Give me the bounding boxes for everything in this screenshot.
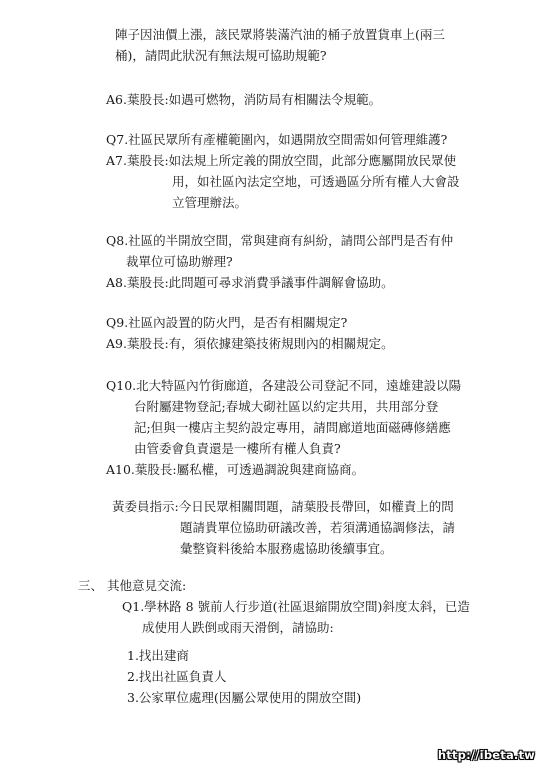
answer-prefix: A7.葉股長:: [106, 153, 169, 168]
answer-prefix: A10.葉股長:: [106, 462, 177, 477]
site-watermark: http://ibeta.tw: [437, 748, 535, 762]
instruction-text: 今日民眾相關問題，請葉股長帶回，如權責上的問: [178, 499, 454, 514]
instruction-text: 彙整資料後給本服務處協助後續事宜。: [180, 541, 393, 556]
question-1-cont: [142, 617, 334, 638]
answer-prefix: A6.葉股長:: [106, 92, 169, 107]
answer-prefix: A8.葉股長:: [106, 275, 169, 290]
question-text: Q9.社區內設置的防火門，是否有相關規定?: [106, 315, 348, 330]
action-list: [127, 645, 361, 708]
answer-text: 此問題可尋求消費爭議事件調解會協助。: [168, 275, 394, 290]
question-8: [106, 230, 453, 251]
question-1: [122, 596, 470, 617]
question-text: 由管委會負責還是一樓所有權人負責?: [134, 441, 341, 456]
committee-instruction: [112, 496, 454, 517]
answer-6: [106, 89, 381, 110]
section-title: 三、 其他意見交流:: [78, 578, 187, 593]
answer-text: 如遇可燃物，消防局有相關法令規範。: [168, 92, 382, 107]
question-text: 記;但與一樓店主契約設定專用，請問廊道地面磁磚修繕應: [134, 420, 451, 435]
answer-text: 屬私權，可透過調說與建商協商。: [176, 462, 365, 477]
question-text: Q10.北大特區內竹街廊道，各建設公司登記不同，遠雄建設以陽: [106, 378, 462, 393]
answer-text: 如法規上所定義的開放空間，此部分應屬開放民眾使: [168, 153, 457, 168]
answer-10: [106, 459, 364, 480]
instruction-prefix: 黃委員指示:: [112, 499, 179, 514]
question-text: 裁單位可協助辦理?: [126, 254, 233, 269]
answer-text: 立管理辦法。: [172, 195, 248, 210]
question-10-cont: [134, 396, 451, 459]
answer-7: [106, 150, 456, 171]
answer-8: [106, 272, 394, 293]
section-heading: [78, 575, 186, 596]
list-item: 1.找出建商: [127, 648, 189, 663]
answer-text: 用，如社區內法定空地，可透過區分所有權人大會設: [172, 174, 460, 189]
list-item: 3.公家單位處理(因屬公眾使用的開放空間): [127, 690, 362, 705]
question-text: Q1.學林路 8 號前人行步道(社區退縮開放空間)斜度太斜，已造: [122, 599, 470, 614]
answer-7-cont: [172, 171, 460, 213]
question-text: Q7.社區民眾所有產權範圍內，如遇開放空間需如何管理維護?: [106, 132, 448, 147]
answer-9: [106, 333, 394, 354]
question-7: [106, 129, 447, 150]
question-text: 台附屬建物登記;春城大砌社區以約定共用，共用部分登: [134, 399, 439, 414]
question-9: [106, 312, 347, 333]
committee-instruction-cont: [180, 517, 455, 559]
list-item: 2.找出社區負責人: [127, 669, 227, 684]
answer-prefix: A9.葉股長:: [106, 336, 169, 351]
text-line: 桶)，請問此狀況有無法規可協助規範?: [115, 48, 327, 63]
question-8-cont: [126, 251, 233, 272]
question-5-continued: [115, 24, 445, 66]
question-10: [106, 375, 461, 396]
question-text: 成使用人跌倒或雨天滑倒，請協助:: [142, 620, 334, 635]
question-text: Q8.社區的半開放空間，常與建商有糾紛，請問公部門是否有仲: [106, 233, 454, 248]
instruction-text: 題請貴單位協助研議改善，若須溝通協調修法，請: [180, 520, 456, 535]
text-line: 陣子因油價上漲，該民眾將裝滿汽油的桶子放置貨車上(兩三: [115, 27, 445, 42]
answer-text: 有，須依據建築技術規則內的相關規定。: [168, 336, 394, 351]
